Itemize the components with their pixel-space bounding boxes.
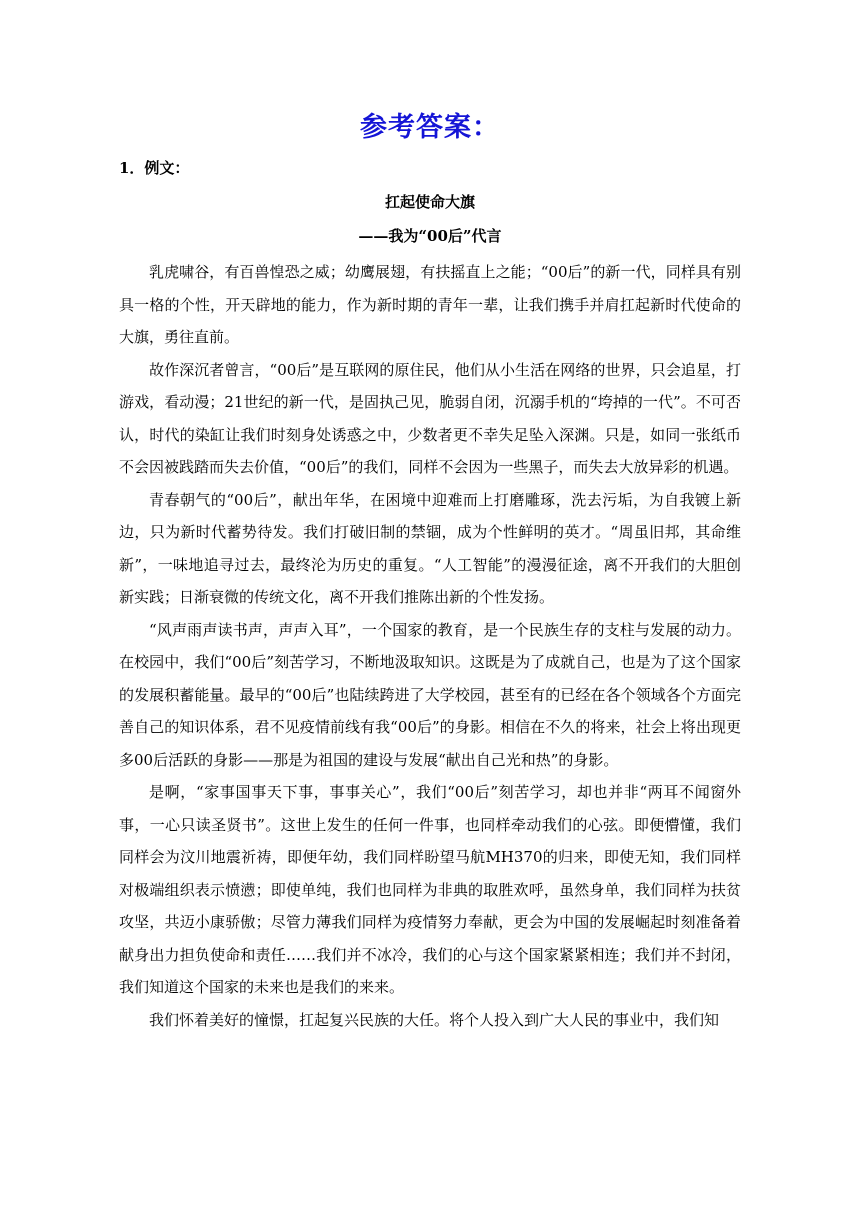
paragraph: 是啊，“家事国事天下事，事事关心”，我们“00后”刻苦学习，却也并非“两耳不闻窗外事，一心只读圣贤书”。这世上发生的任何一件事，也同样牵动我们的心弦。即便懵懂，我们同样会为汶川地震祈祷，即便年幼，我们同样盼望马航MH370的归来，即使无知，我们同样对极端组织表示愤懑；即使单纯，我们也同样为非典的取胜欢呼，虽然身单，我们同样为扶贫攻坚，共迈小康骄傲；尽管力薄我们同样为疫情努力奉献，更会为中国的发展崛起时刻准备着献身出力担负使命和责任……我们并不冰冷，我们的心与这个国家紧紧相连；我们并不封闭，我们知道这个国家的未来也是我们的来来。	[119, 783, 741, 996]
paragraph: 我们怀着美好的憧憬，扛起复兴民族的大任。将个人投入到广大人民的事业中，我们知	[149, 1010, 720, 1029]
essay-title: 扛起使命大旗	[384, 193, 475, 211]
paragraph: 乳虎啸谷，有百兽惶恐之威；幼鹰展翅，有扶摇直上之能；“00后”的新一代，同样具有别具一格的个性，开天辟地的能力，作为新时期的青年一辈，让我们携手并肩扛起新时代使命的大旗，勇往直前。	[119, 263, 741, 346]
paragraph: “风声雨声读书声，声声入耳”，一个国家的教育，是一个民族生存的支柱与发展的动力。在校园中，我们“00后”刻苦学习，不断地汲取知识。这既是为了成就自己，也是为了这个国家的发展积蓄能量。最早的“00后”也陆续跨进了大学校园，甚至有的已经在各个领域各个方面完善自己的知识体系，君不见疫情前线有我“00后”的身影。相信在不久的将来，社会上将出现更多00后活跃的身影——那是为祖国的建设与发展“献出自己光和热”的身影。	[119, 620, 741, 769]
paragraph: 青春朝气的“00后”，献出年华，在困境中迎难而上打磨雕琢，洗去污垢，为自我镀上新边，只为新时代蓄势待发。我们打破旧制的禁锢，成为个性鲜明的英才。“周虽旧邦，其命维新”，一味地追寻过去，最终沦为历史的重复。“人工智能”的漫漫征途，离不开我们的大胆创新实践；日渐衰微的传统文化，离不开我们推陈出新的个性发扬。	[119, 490, 741, 606]
essay-subtitle: ——我为“00后”代言	[358, 227, 502, 245]
question-label: 1．例文：	[119, 159, 190, 177]
essay-body	[119, 256, 741, 1036]
paragraph: 故作深沉者曾言，“00后”是互联网的原住民，他们从小生活在网络的世界，只会追星，打游戏，看动漫；21世纪的新一代，是固执己见，脆弱自闭，沉溺手机的“垮掉的一代”。不可否认，时代的染缸让我们时刻身处诱惑之中，少数者更不幸失足坠入深渊。只是，如同一张纸币不会因被践踏而失去价值，“00后”的我们，同样不会因为一些黑子，而失去大放异彩的机遇。	[119, 360, 741, 476]
answer-heading: 参考答案：	[360, 112, 500, 143]
